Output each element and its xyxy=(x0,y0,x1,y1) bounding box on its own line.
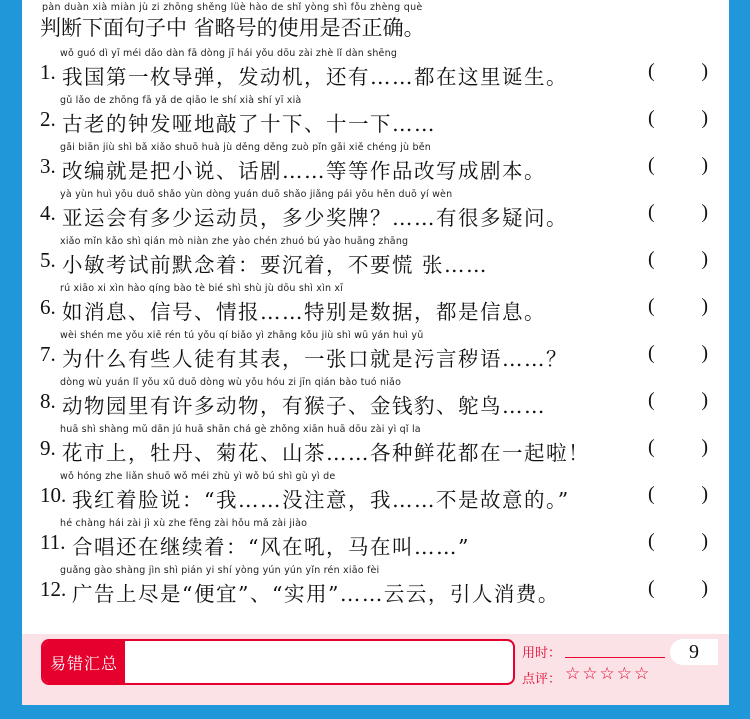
question-number: 1. xyxy=(40,60,56,84)
paren-open: ( xyxy=(648,436,655,458)
answer-parentheses[interactable] xyxy=(648,483,708,506)
question-pinyin: rú xiāo xi xìn hào qíng bào tè bié shì shù jù dōu shì xìn xī xyxy=(60,283,344,294)
error-summary-label: 易错汇总 xyxy=(43,641,125,683)
answer-parentheses[interactable] xyxy=(648,295,708,318)
question-pinyin: dòng wù yuán lǐ yǒu xǔ duō dòng wù yǒu hóu zi jīn qián bào tuó niǎo xyxy=(60,377,402,388)
question-10 xyxy=(22,471,729,518)
answer-parentheses[interactable] xyxy=(648,342,708,365)
paren-open: ( xyxy=(648,248,655,270)
paren-open: ( xyxy=(648,577,655,599)
question-text: 动物园里有许多动物，有猴子、金钱豹、鸵鸟…… xyxy=(62,394,546,418)
error-summary-box[interactable] xyxy=(41,639,515,685)
question-1 xyxy=(22,48,729,95)
question-7 xyxy=(22,330,729,377)
question-4 xyxy=(22,189,729,236)
answer-parentheses[interactable] xyxy=(648,577,708,600)
question-number: 4. xyxy=(40,201,56,225)
question-text: 我红着脸说：“我……没注意，我……不是故意的。” xyxy=(72,488,570,512)
question-number: 2. xyxy=(40,107,56,131)
question-text: 古老的钟发哑地敲了十下、十一下…… xyxy=(62,112,436,136)
question-text: 小敏考试前默念着：要沉着，不要慌 张…… xyxy=(62,253,489,277)
answer-parentheses[interactable] xyxy=(648,436,708,459)
paren-close: ) xyxy=(701,577,708,599)
question-number: 8. xyxy=(40,389,56,413)
question-text: 为什么有些人徒有其表，一张口就是污言秽语……？ xyxy=(62,347,568,371)
paren-open: ( xyxy=(648,201,655,223)
question-11 xyxy=(22,518,729,565)
question-3 xyxy=(22,142,729,189)
paren-close: ) xyxy=(701,436,708,458)
question-number: 10. xyxy=(40,483,67,507)
question-pinyin: wèi shén me yǒu xiē rén tú yǒu qí biǎo yì zhāng kǒu jiù shì wū yán huì yǔ xyxy=(60,330,424,341)
paren-close: ) xyxy=(701,295,708,317)
question-number: 3. xyxy=(40,154,56,178)
question-2 xyxy=(22,95,729,142)
paren-close: ) xyxy=(701,342,708,364)
paren-open: ( xyxy=(648,530,655,552)
paren-open: ( xyxy=(648,154,655,176)
worksheet-page xyxy=(22,0,729,705)
answer-parentheses[interactable] xyxy=(648,201,708,224)
paren-close: ) xyxy=(701,483,708,505)
question-pinyin: wǒ hóng zhe liǎn shuō wǒ méi zhù yì wǒ bú shì gù yì de xyxy=(60,471,336,482)
question-text: 如消息、信号、情报……特别是数据，都是信息。 xyxy=(62,300,546,324)
question-pinyin: xiǎo mǐn kǎo shì qián mò niàn zhe yào chén zhuó bú yào huāng zhāng xyxy=(60,236,409,247)
paren-open: ( xyxy=(648,295,655,317)
question-9 xyxy=(22,424,729,471)
paren-open: ( xyxy=(648,107,655,129)
rating-stars[interactable]: ☆☆☆☆☆ xyxy=(565,664,652,684)
question-number: 11. xyxy=(40,530,66,554)
page-number: 9 xyxy=(670,639,718,665)
question-pinyin: hé chàng hái zài jì xù zhe fēng zài hǒu mǎ zài jiào xyxy=(60,518,308,529)
paren-open: ( xyxy=(648,483,655,505)
question-text: 广告上尽是“便宜”、“实用”……云云，引人消费。 xyxy=(72,582,560,606)
paren-close: ) xyxy=(701,201,708,223)
question-text: 花市上，牡丹、菊花、山茶……各种鲜花都在一起啦！ xyxy=(62,441,590,465)
paren-open: ( xyxy=(648,60,655,82)
question-text: 合唱还在继续着：“风在吼，马在叫……” xyxy=(72,535,470,559)
paren-close: ) xyxy=(701,60,708,82)
question-12 xyxy=(22,565,729,612)
time-label: 用时： xyxy=(522,646,562,661)
question-pinyin: gǔ lǎo de zhōng fā yǎ de qiāo le shí xià shí yī xià xyxy=(60,95,302,106)
instruction-text: 判断下面句子中 省略号的使用是否正确。 xyxy=(40,16,425,40)
question-5 xyxy=(22,236,729,283)
paren-close: ) xyxy=(701,107,708,129)
answer-parentheses[interactable] xyxy=(648,154,708,177)
question-pinyin: wǒ guó dì yī méi dǎo dàn fā dòng jī hái yǒu dōu zài zhè lǐ dàn shēng xyxy=(60,48,398,59)
question-number: 9. xyxy=(40,436,56,460)
question-number: 12. xyxy=(40,577,67,601)
answer-parentheses[interactable] xyxy=(648,60,708,83)
question-pinyin: guǎng gào shàng jìn shì pián yi shí yòng yún yún yǐn rén xiāo fèi xyxy=(60,565,380,576)
answer-parentheses[interactable] xyxy=(648,248,708,271)
question-8 xyxy=(22,377,729,424)
answer-parentheses[interactable] xyxy=(648,107,708,130)
paren-close: ) xyxy=(701,248,708,270)
question-text: 我国第一枚导弹，发动机，还有……都在这里诞生。 xyxy=(62,65,568,89)
paren-close: ) xyxy=(701,530,708,552)
question-pinyin: huā shì shàng mǔ dān jú huā shān chá gè zhǒng xiān huā dōu zài yì qǐ la xyxy=(60,424,421,435)
question-text: 亚运会有多少运动员，多少奖牌？……有很多疑问。 xyxy=(62,206,568,230)
footer-bar xyxy=(22,634,729,705)
paren-close: ) xyxy=(701,389,708,411)
question-number: 5. xyxy=(40,248,56,272)
question-number: 6. xyxy=(40,295,56,319)
instruction-pinyin: pàn duàn xià miàn jù zi zhōng shěng lüè hào de shǐ yòng shì fǒu zhèng què xyxy=(42,2,423,13)
answer-parentheses[interactable] xyxy=(648,530,708,553)
paren-close: ) xyxy=(701,154,708,176)
answer-parentheses[interactable] xyxy=(648,389,708,412)
rating-label: 点评： xyxy=(522,672,562,687)
question-pinyin: gǎi biān jiù shì bǎ xiǎo shuō huà jù děng děng zuò pǐn gǎi xiě chéng jù běn xyxy=(60,142,431,153)
question-6 xyxy=(22,283,729,330)
paren-open: ( xyxy=(648,389,655,411)
question-pinyin: yà yùn huì yǒu duō shǎo yùn dòng yuán duō shǎo jiǎng pái yǒu hěn duō yí wèn xyxy=(60,189,453,200)
paren-open: ( xyxy=(648,342,655,364)
time-input-line[interactable] xyxy=(565,657,665,658)
question-text: 改编就是把小说、话剧……等等作品改写成剧本。 xyxy=(62,159,546,183)
question-number: 7. xyxy=(40,342,56,366)
